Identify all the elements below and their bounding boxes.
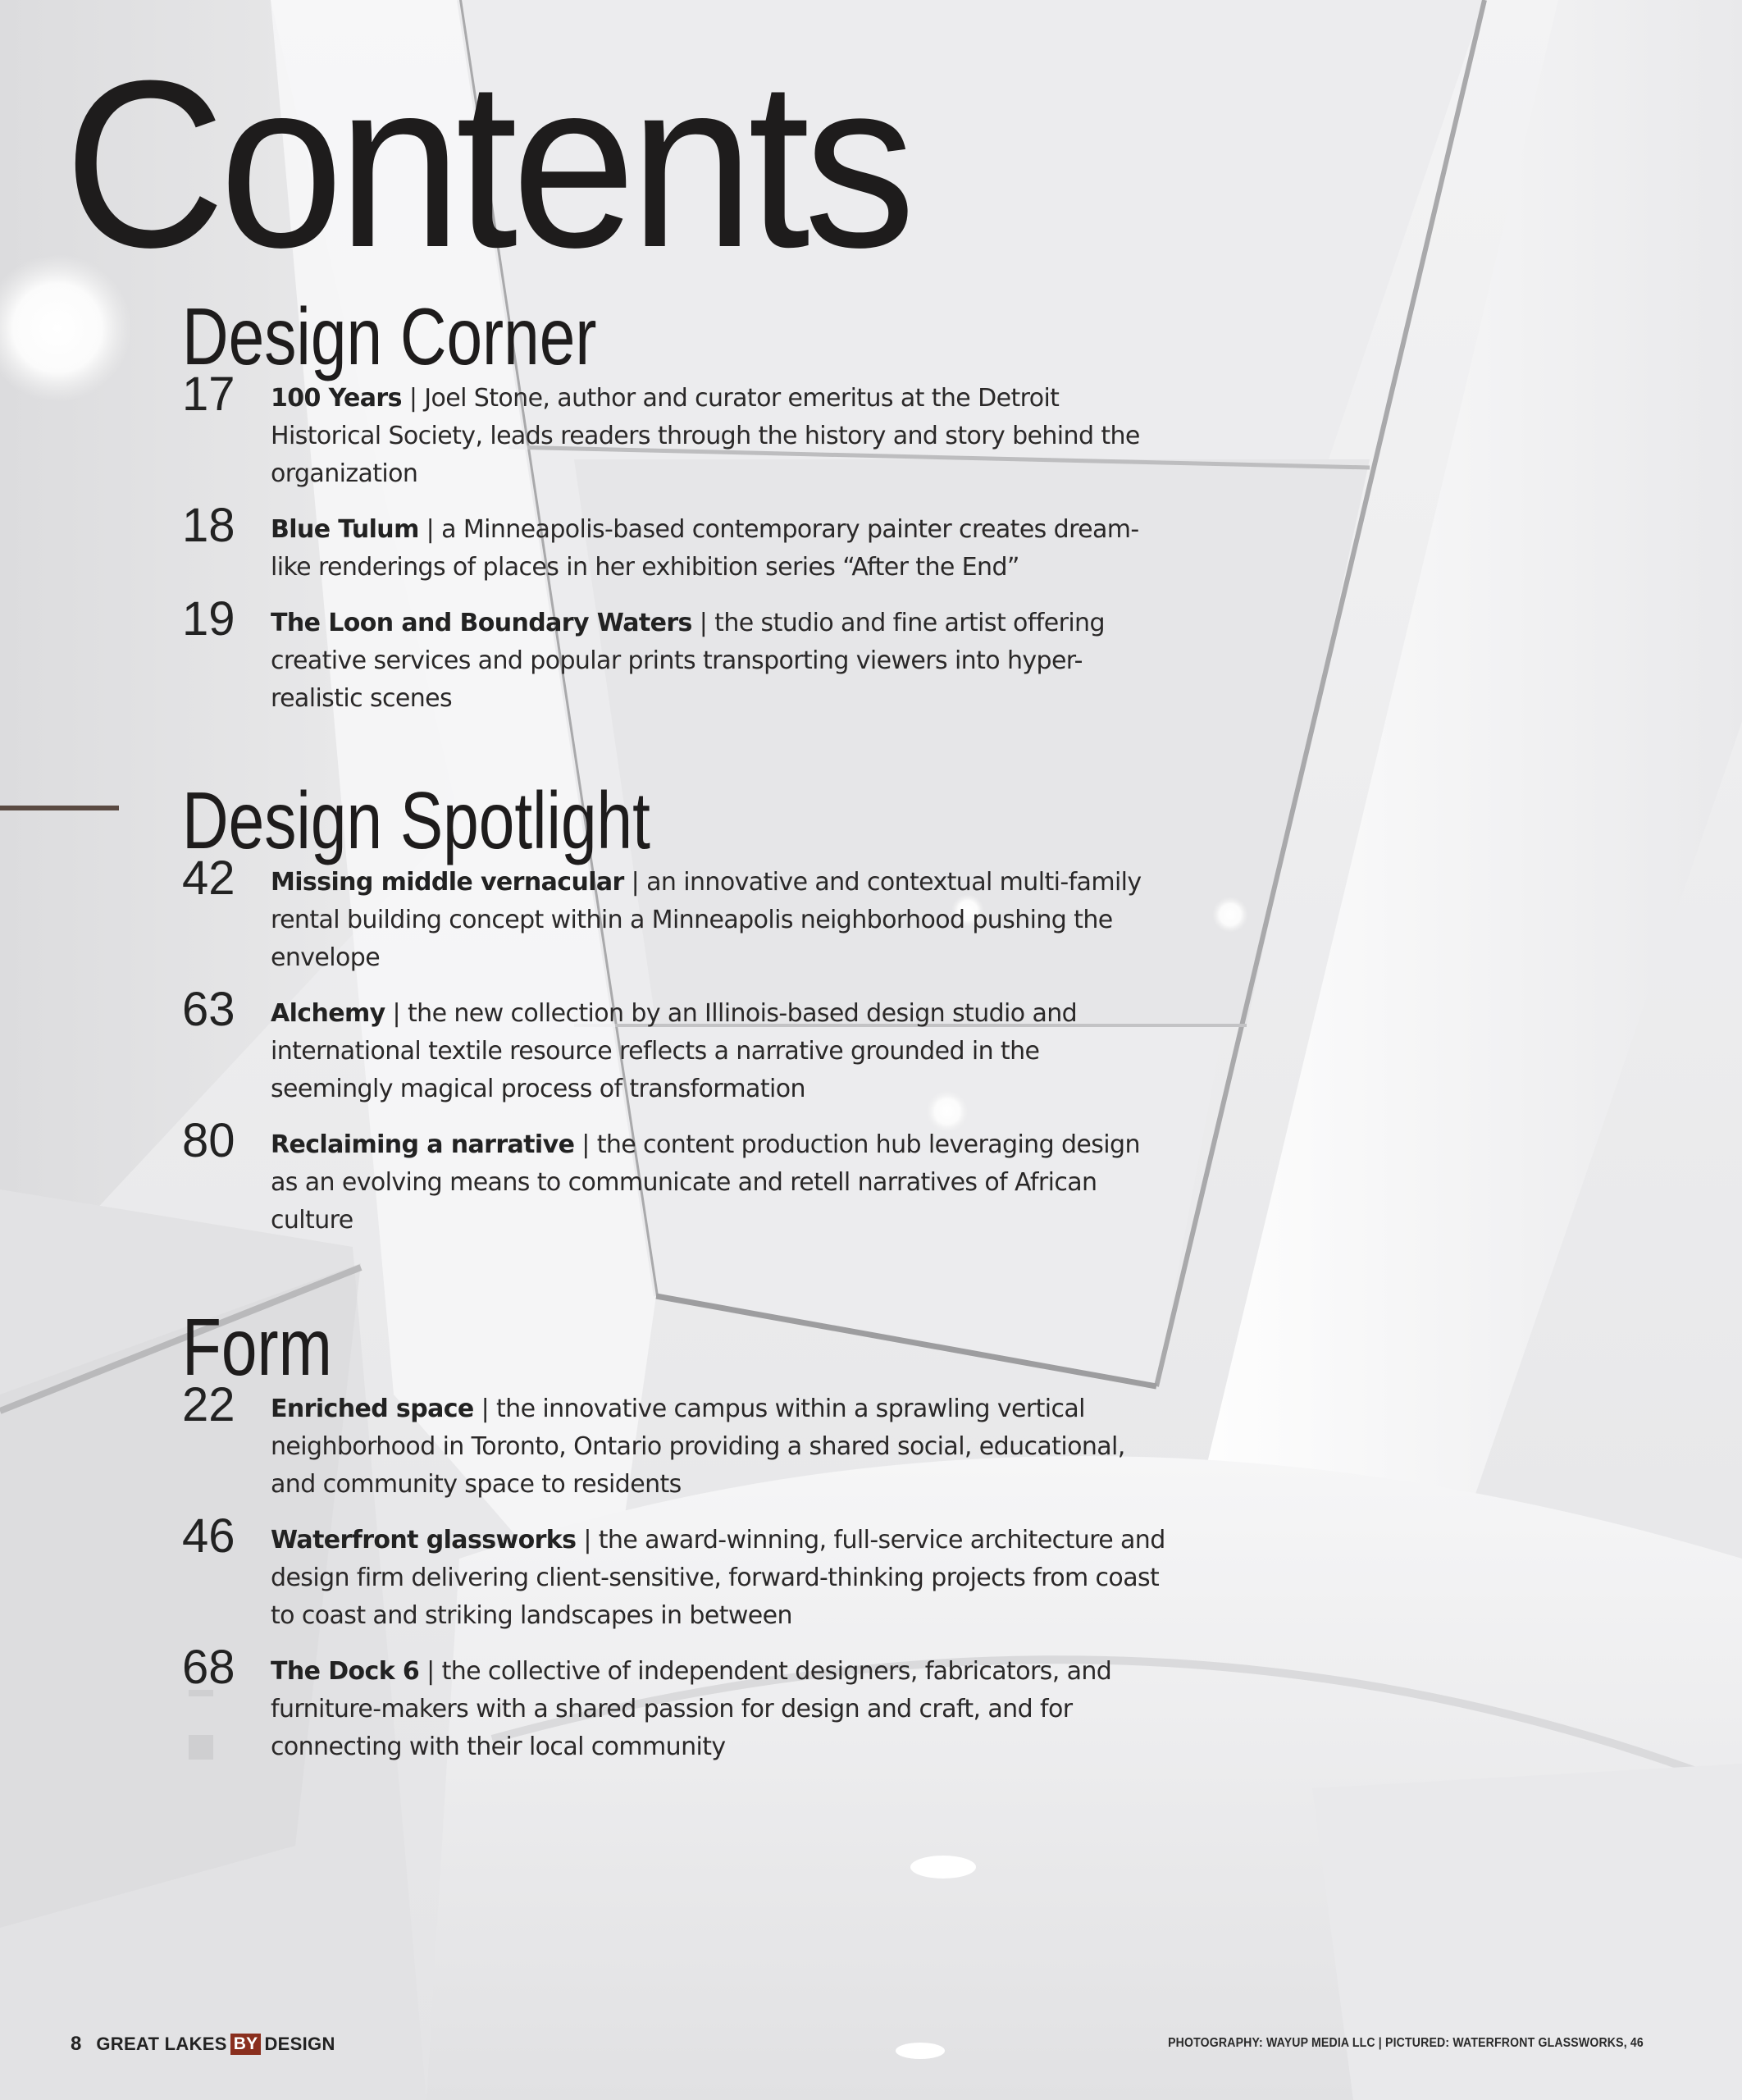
entry-page-number: 17 bbox=[182, 368, 235, 421]
brand-by-badge: BY bbox=[230, 2034, 262, 2055]
toc-entry[interactable] bbox=[182, 592, 1166, 718]
entry-title: The Dock 6 bbox=[271, 1657, 420, 1686]
page-title: Contents bbox=[64, 31, 910, 297]
entry-title: Reclaiming a narrative bbox=[271, 1130, 575, 1159]
entry-description: | the collective of independent designers, fabricators, and furniture-makers with a shared passion for design and craft, and for connecting with their local community bbox=[271, 1657, 1112, 1761]
toc-entry[interactable] bbox=[182, 368, 1166, 493]
entry-page-number: 22 bbox=[182, 1378, 235, 1431]
photo-credit: PHOTOGRAPHY: WAYUP MEDIA LLC | PICTURED: WATERFRONT GLASSWORKS, 46 bbox=[1168, 2036, 1644, 2050]
entry-title: Blue Tulum bbox=[271, 515, 419, 544]
entry-description: | the innovative campus within a sprawling vertical neighborhood in Toronto, Ontario providing a shared social, educational, and community space to residents bbox=[271, 1395, 1125, 1499]
entry-text bbox=[271, 995, 1166, 1108]
entry-description: | an innovative and contextual multi-family rental building concept within a Minneapolis neighborhood pushing the envelope bbox=[271, 868, 1142, 972]
page-number: 8 bbox=[71, 2033, 82, 2055]
entry-page-number: 63 bbox=[182, 983, 235, 1036]
footer-folio bbox=[71, 2033, 335, 2056]
entry-text bbox=[271, 1126, 1166, 1239]
entry-text bbox=[271, 1653, 1166, 1766]
entry-title: Missing middle vernacular bbox=[271, 868, 624, 897]
entry-page-number: 18 bbox=[182, 499, 235, 552]
toc-entry[interactable] bbox=[182, 851, 1166, 977]
entry-page-number: 42 bbox=[182, 851, 235, 905]
entry-description: | Joel Stone, author and curator emeritus at the Detroit Historical Society, leads readers through the history and story behind the organization bbox=[271, 384, 1140, 488]
entry-text bbox=[271, 380, 1166, 493]
entry-text bbox=[271, 1522, 1166, 1635]
entry-title: Enriched space bbox=[271, 1395, 474, 1423]
section-heading: Form bbox=[182, 1302, 332, 1392]
toc-entry[interactable] bbox=[182, 1114, 1166, 1239]
entry-text bbox=[271, 1390, 1166, 1504]
section-design-spotlight bbox=[182, 775, 1166, 1239]
entry-description: | a Minneapolis-based contemporary painter creates dream-like renderings of places in her exhibition series “After the End” bbox=[271, 515, 1139, 582]
entry-page-number: 46 bbox=[182, 1509, 235, 1563]
section-heading: Design Spotlight bbox=[182, 775, 650, 865]
entry-page-number: 80 bbox=[182, 1114, 235, 1167]
entry-description: | the award-winning, full-service architecture and design firm delivering client-sensitive, forward-thinking projects from coast to coast and striking landscapes in between bbox=[271, 1526, 1165, 1630]
entry-title: Alchemy bbox=[271, 999, 385, 1028]
brand-right: DESIGN bbox=[264, 2034, 335, 2054]
publication-logo bbox=[96, 2034, 335, 2055]
toc-entry[interactable] bbox=[182, 1378, 1166, 1504]
entry-title: 100 Years bbox=[271, 384, 402, 413]
entry-description: | the content production hub leveraging design as an evolving means to communicate and retell narratives of African culture bbox=[271, 1130, 1140, 1235]
toc-entry[interactable] bbox=[182, 1509, 1166, 1635]
entry-title: The Loon and Boundary Waters bbox=[271, 609, 692, 637]
toc-entry[interactable] bbox=[182, 499, 1166, 587]
brand-left: GREAT LAKES bbox=[96, 2034, 227, 2054]
entry-text bbox=[271, 511, 1166, 587]
section-design-corner bbox=[182, 291, 1166, 718]
entry-description: | the studio and fine artist offering creative services and popular prints transporting viewers into hyper-realistic scenes bbox=[271, 609, 1105, 713]
toc-entry[interactable] bbox=[182, 1641, 1166, 1766]
entry-list bbox=[182, 368, 1166, 718]
entry-page-number: 68 bbox=[182, 1641, 235, 1694]
entry-list bbox=[182, 1378, 1166, 1766]
entry-text bbox=[271, 864, 1166, 977]
entry-list bbox=[182, 851, 1166, 1239]
section-heading: Design Corner bbox=[182, 291, 597, 381]
toc-entry[interactable] bbox=[182, 983, 1166, 1108]
section-form bbox=[182, 1302, 1166, 1766]
entry-text bbox=[271, 605, 1166, 718]
entry-page-number: 19 bbox=[182, 592, 235, 646]
entry-title: Waterfront glassworks bbox=[271, 1526, 577, 1554]
entry-description: | the new collection by an Illinois-based design studio and international textile resource reflects a narrative grounded in the seemingly magical process of transformation bbox=[271, 999, 1078, 1103]
